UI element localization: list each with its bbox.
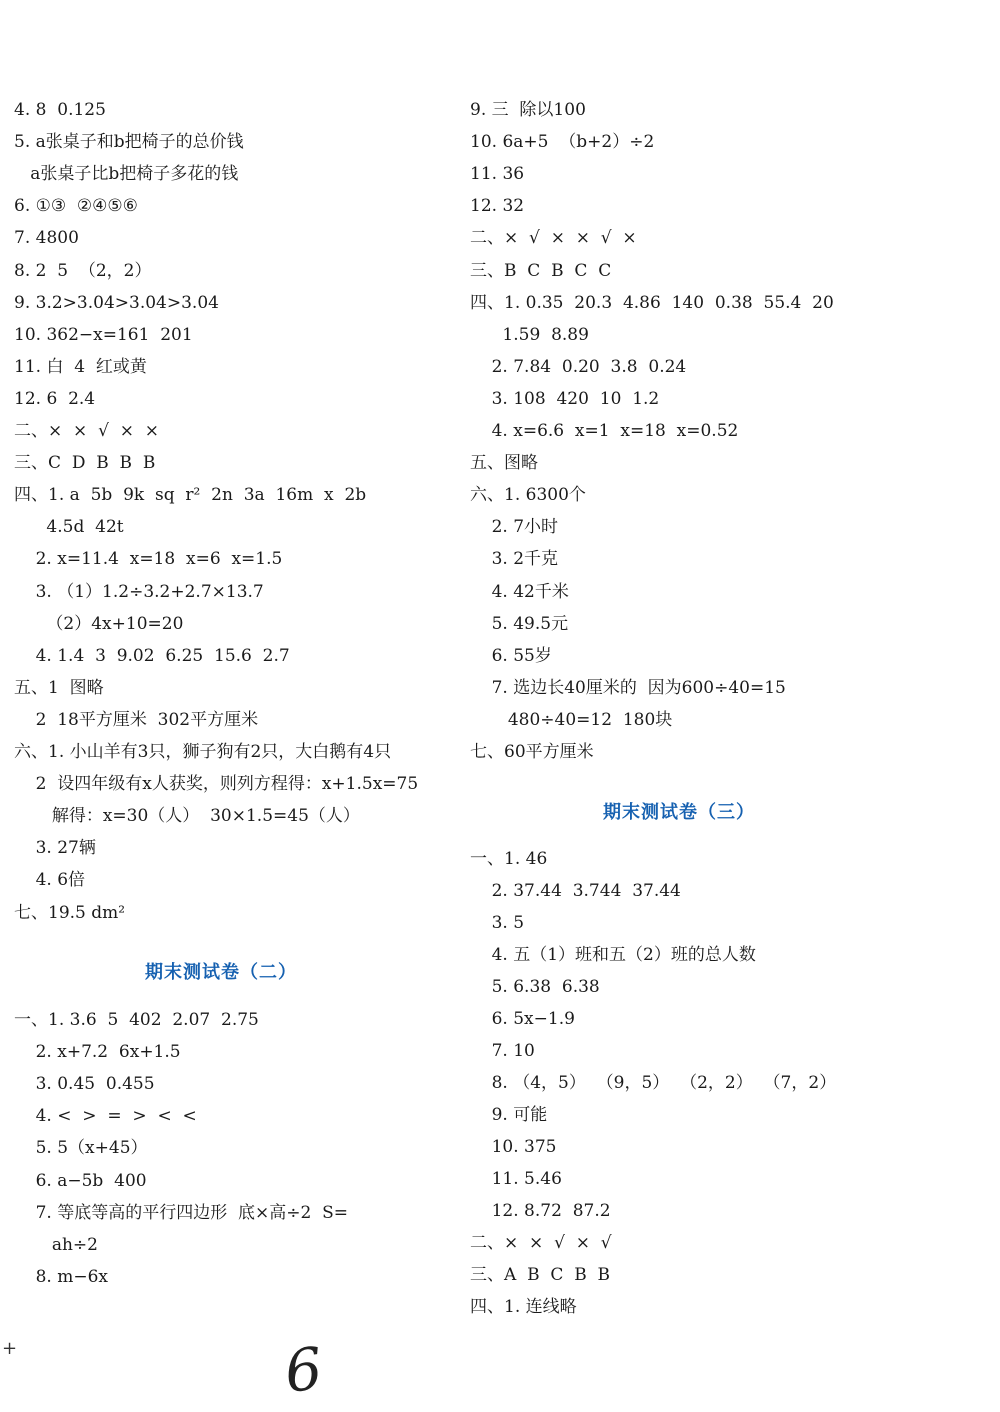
answer-line: 四、1. 连线略	[470, 1297, 577, 1317]
answer-line: 2 18平方厘米 302平方厘米	[14, 709, 259, 730]
edge-mark: +	[2, 1338, 18, 1359]
answer-line: 2. x=11.4 x=18 x=6 x=1.5	[14, 549, 283, 570]
answer-line: 12. 6 2.4	[14, 388, 96, 409]
answer-line: 7. 选边长40厘米的 因为600÷40=15	[470, 677, 786, 698]
answer-line: 4. 五（1）班和五（2）班的总人数	[470, 945, 756, 965]
watermark-logo	[805, 1310, 995, 1410]
answer-line: 8. m−6x	[14, 1266, 109, 1287]
answer-line: 9. 可能	[470, 1105, 548, 1125]
answer-line: 2. 7小时	[470, 517, 559, 538]
answer-line: 三、B C B C C	[470, 260, 612, 281]
answer-line: 3. 27辆	[14, 838, 96, 859]
answer-line: 10. 6a+5 （b+2）÷2	[470, 132, 655, 153]
answer-line: 7. 等底等高的平行四边形 底×高÷2 S=	[14, 1202, 349, 1223]
answer-line: 七、60平方厘米	[470, 742, 594, 762]
answer-line: 一、1. 46	[470, 849, 548, 869]
answer-line: 五、图略	[470, 453, 538, 474]
answer-line: 三、A B C B B	[470, 1265, 610, 1285]
answer-line: 二、× × √ × ×	[14, 421, 160, 441]
answer-line: 6. a−5b 400	[14, 1170, 147, 1191]
answer-line: 7. 4800	[14, 228, 79, 249]
answer-line: 四、1. 0.35 20.3 4.86 140 0.38 55.4 20	[470, 292, 834, 313]
answer-line: 3. 0.45 0.455	[14, 1074, 155, 1095]
answer-line: 2. 7.84 0.20 3.8 0.24	[470, 356, 687, 377]
answer-line: 六、1. 6300个	[470, 485, 586, 506]
answer-line: 5. 5（x+45）	[14, 1138, 148, 1159]
answer-line: 5. 49.5元	[470, 613, 569, 634]
answer-line: 12. 8.72 87.2	[470, 1201, 611, 1221]
answer-line: 4. 1.4 3 9.02 6.25 15.6 2.7	[14, 645, 290, 666]
answer-line: 3. （1）1.2÷3.2+2.7×13.7	[14, 581, 264, 602]
section-title-exam-2: 期末测试卷（二）	[145, 962, 297, 983]
answer-line: 4. 42千米	[470, 581, 569, 602]
answer-line: 11. 36	[470, 164, 525, 185]
answer-line: 7. 10	[470, 1041, 535, 1061]
answer-line: 3. 108 420 10 1.2	[470, 388, 660, 409]
answer-line: 4. 8 0.125	[14, 100, 106, 120]
answer-line: 4. < > = > < <	[14, 1106, 197, 1127]
answer-line: 2 设四年级有x人获奖，则列方程得：x+1.5x=75	[14, 774, 419, 795]
answer-line: 六、1. 小山羊有3只，狮子狗有2只，大白鹅有4只	[14, 742, 392, 762]
answer-line: 6. 5x−1.9	[470, 1009, 575, 1029]
answer-line: 12. 32	[470, 196, 525, 217]
answer-line: 2. x+7.2 6x+1.5	[14, 1042, 181, 1063]
answer-line: 3. 5	[470, 913, 525, 933]
answer-line: 8. （4，5） （9，5） （2，2） （7，2）	[470, 1073, 837, 1093]
answer-line: 三、C D B B B	[14, 453, 156, 474]
answer-line: ah÷2	[14, 1234, 98, 1255]
answer-line: 11. 白 4 红或黄	[14, 356, 147, 377]
answer-line: 10. 375	[470, 1137, 557, 1157]
answer-line: 480÷40=12 180块	[470, 709, 673, 730]
section-title-exam-3: 期末测试卷（三）	[603, 802, 755, 823]
answer-line: 3. 2千克	[470, 549, 559, 570]
answer-line: 4. 6倍	[14, 870, 86, 891]
answer-line: 5. 6.38 6.38	[470, 977, 600, 997]
handwritten-page-number: 6	[281, 1334, 326, 1406]
answer-line: 二、× √ × × √ ×	[470, 228, 637, 249]
answer-line: a张桌子比b把椅子多花的钱	[14, 164, 239, 185]
answer-line: 2. 37.44 3.744 37.44	[470, 881, 681, 901]
answer-line: 二、× × √ × √	[470, 1233, 612, 1253]
answer-line: 5. a张桌子和b把椅子的总价钱	[14, 132, 244, 153]
answer-line: 6. ①③ ②④⑤⑥	[14, 196, 138, 217]
answer-line: 七、19.5 dm²	[14, 902, 126, 923]
answer-line: 4.5d 42t	[14, 517, 124, 538]
answer-line: 9. 三 除以100	[470, 100, 586, 120]
answer-line: 四、1. a 5b 9k sq r² 2n 3a 16m x 2b	[14, 485, 367, 506]
answer-line: 11. 5.46	[470, 1169, 562, 1189]
answer-line: 1.59 8.89	[470, 324, 589, 345]
answer-line: （2）4x+10=20	[14, 613, 184, 634]
answer-line: 6. 55岁	[470, 645, 552, 666]
answer-line: 五、1 图略	[14, 677, 104, 698]
answer-line: 9. 3.2>3.04>3.04>3.04	[14, 292, 219, 313]
answer-line: 解得：x=30（人） 30×1.5=45（人）	[14, 806, 360, 827]
answer-line: 8. 2 5 （2，2）	[14, 260, 152, 281]
answer-line: 10. 362−x=161 201	[14, 324, 193, 345]
answer-line: 一、1. 3.6 5 402 2.07 2.75	[14, 1010, 259, 1030]
answer-line: 4. x=6.6 x=1 x=18 x=0.52	[470, 421, 739, 441]
